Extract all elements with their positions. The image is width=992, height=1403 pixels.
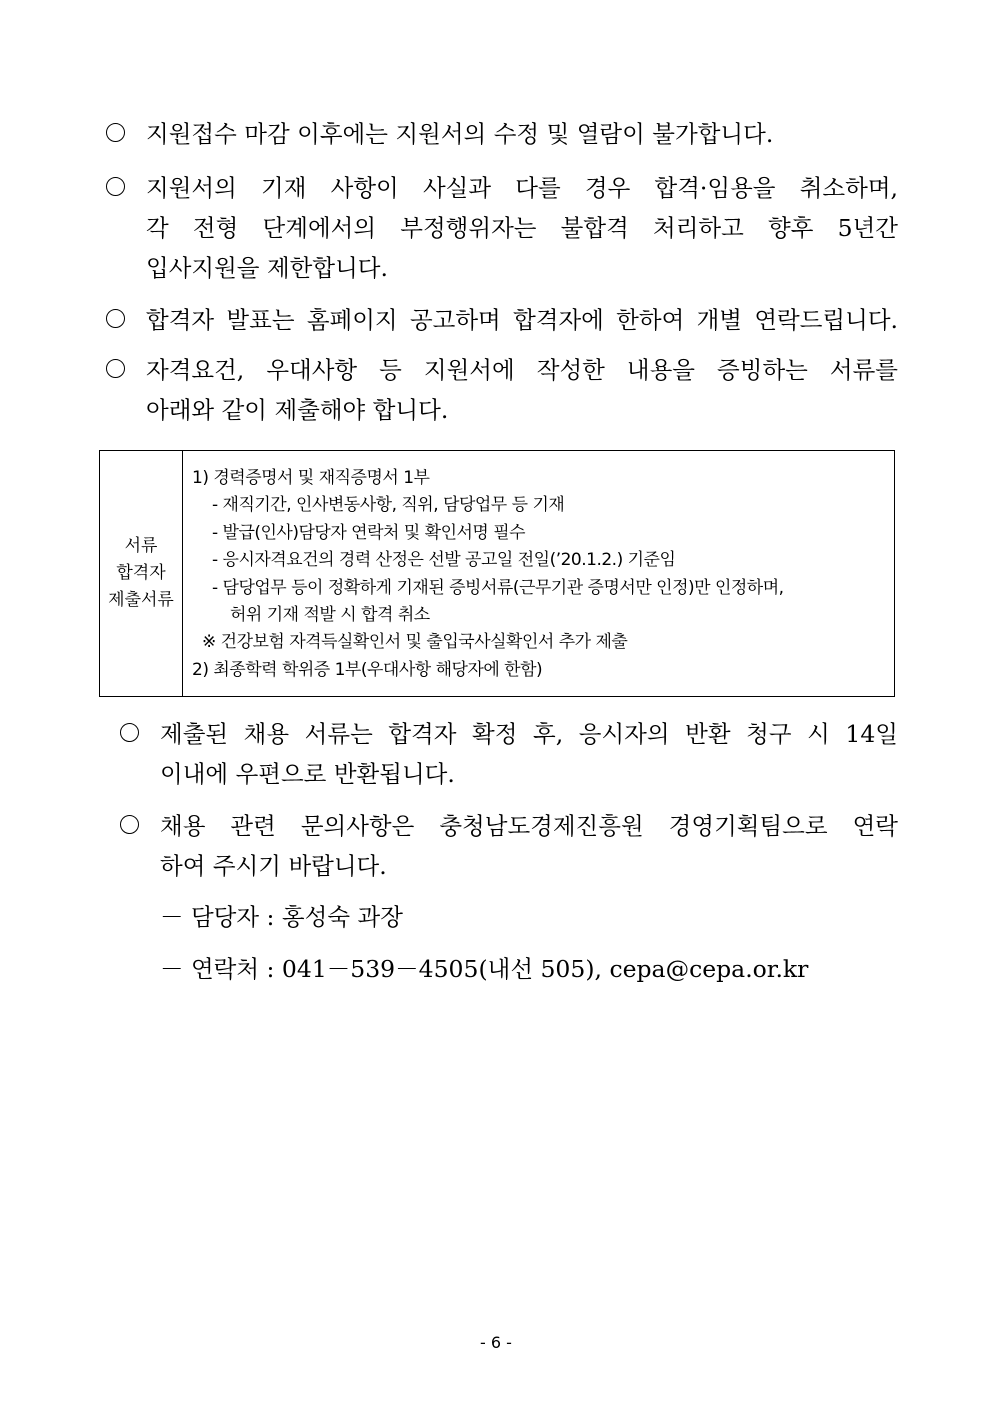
table-row: 허위 기재 적발 시 합격 취소 — [230, 605, 430, 626]
page-number: - 6 - — [480, 1333, 512, 1352]
notice-item — [106, 114, 898, 154]
table-row: - 재직기간, 인사변동사항, 직위, 담당업무 등 기재 — [212, 495, 565, 516]
contact-person: － 담당자 : 홍성숙 과장 — [160, 903, 403, 931]
notice-item — [106, 168, 898, 288]
notice-text: 이내에 우편으로 반환됩니다. — [160, 760, 455, 788]
notice-text: 지원접수 마감 이후에는 지원서의 수정 및 열람이 불가합니다. — [146, 120, 774, 148]
table-row: 2) 최종학력 학위증 1부(우대사항 해당자에 한함) — [192, 659, 543, 680]
notice-text: 채용 관련 문의사항은 충청남도경제진흥원 경영기획팀으로 연락 — [160, 812, 898, 840]
table-row: ※ 건강보험 자격득실확인서 및 출입국사실확인서 추가 제출 — [202, 632, 628, 653]
circle-bullet-icon — [106, 123, 125, 142]
circle-bullet-icon — [106, 177, 125, 196]
table-row: - 담당업무 등이 정확하게 기재된 증빙서류(근무기관 증명서만 인정)만 인정하며, — [212, 577, 784, 598]
table-row: - 응시자격요건의 경력 산정은 선발 공고일 전일(’20.1.2.) 기준임 — [212, 550, 676, 571]
notice-item — [106, 300, 898, 340]
notice-text: 하여 주시기 바랍니다. — [160, 852, 387, 880]
table-row: 1) 경력증명서 및 재직증명서 1부 — [192, 468, 430, 488]
table-label-line: 합격자 — [116, 563, 166, 583]
table-label-cell — [100, 451, 183, 696]
circle-bullet-icon — [120, 815, 139, 834]
table-label-line: 제출서류 — [108, 590, 174, 610]
notice-text: 입사지원을 제한합니다. — [146, 254, 388, 282]
table-label-line: 서류 — [124, 536, 158, 556]
table-row: - 발급(인사)담당자 연락처 및 확인서명 필수 — [212, 522, 526, 543]
notice-text: 아래와 같이 제출해야 합니다. — [146, 396, 449, 424]
contact-phone-email: － 연락처 : 041－539－4505(내선 505), cepa@cepa.or.kr — [160, 955, 809, 983]
notice-item — [106, 350, 898, 430]
notice-item — [120, 714, 898, 794]
notice-text: 각 전형 단계에서의 부정행위자는 불합격 처리하고 향후 5년간 — [146, 214, 898, 242]
notice-item — [120, 806, 898, 886]
circle-bullet-icon — [106, 359, 125, 378]
notice-text: 제출된 채용 서류는 합격자 확정 후, 응시자의 반환 청구 시 14일 — [160, 720, 898, 748]
circle-bullet-icon — [106, 309, 125, 328]
circle-bullet-icon — [120, 723, 139, 742]
notice-text: 자격요건, 우대사항 등 지원서에 작성한 내용을 증빙하는 서류를 — [146, 356, 898, 384]
required-documents-table — [99, 450, 895, 697]
notice-text: 합격자 발표는 홈페이지 공고하며 합격자에 한하여 개별 연락드립니다. — [146, 306, 898, 334]
table-content-cell — [192, 465, 886, 684]
notice-text: 지원서의 기재 사항이 사실과 다를 경우 합격·임용을 취소하며, — [146, 174, 898, 202]
